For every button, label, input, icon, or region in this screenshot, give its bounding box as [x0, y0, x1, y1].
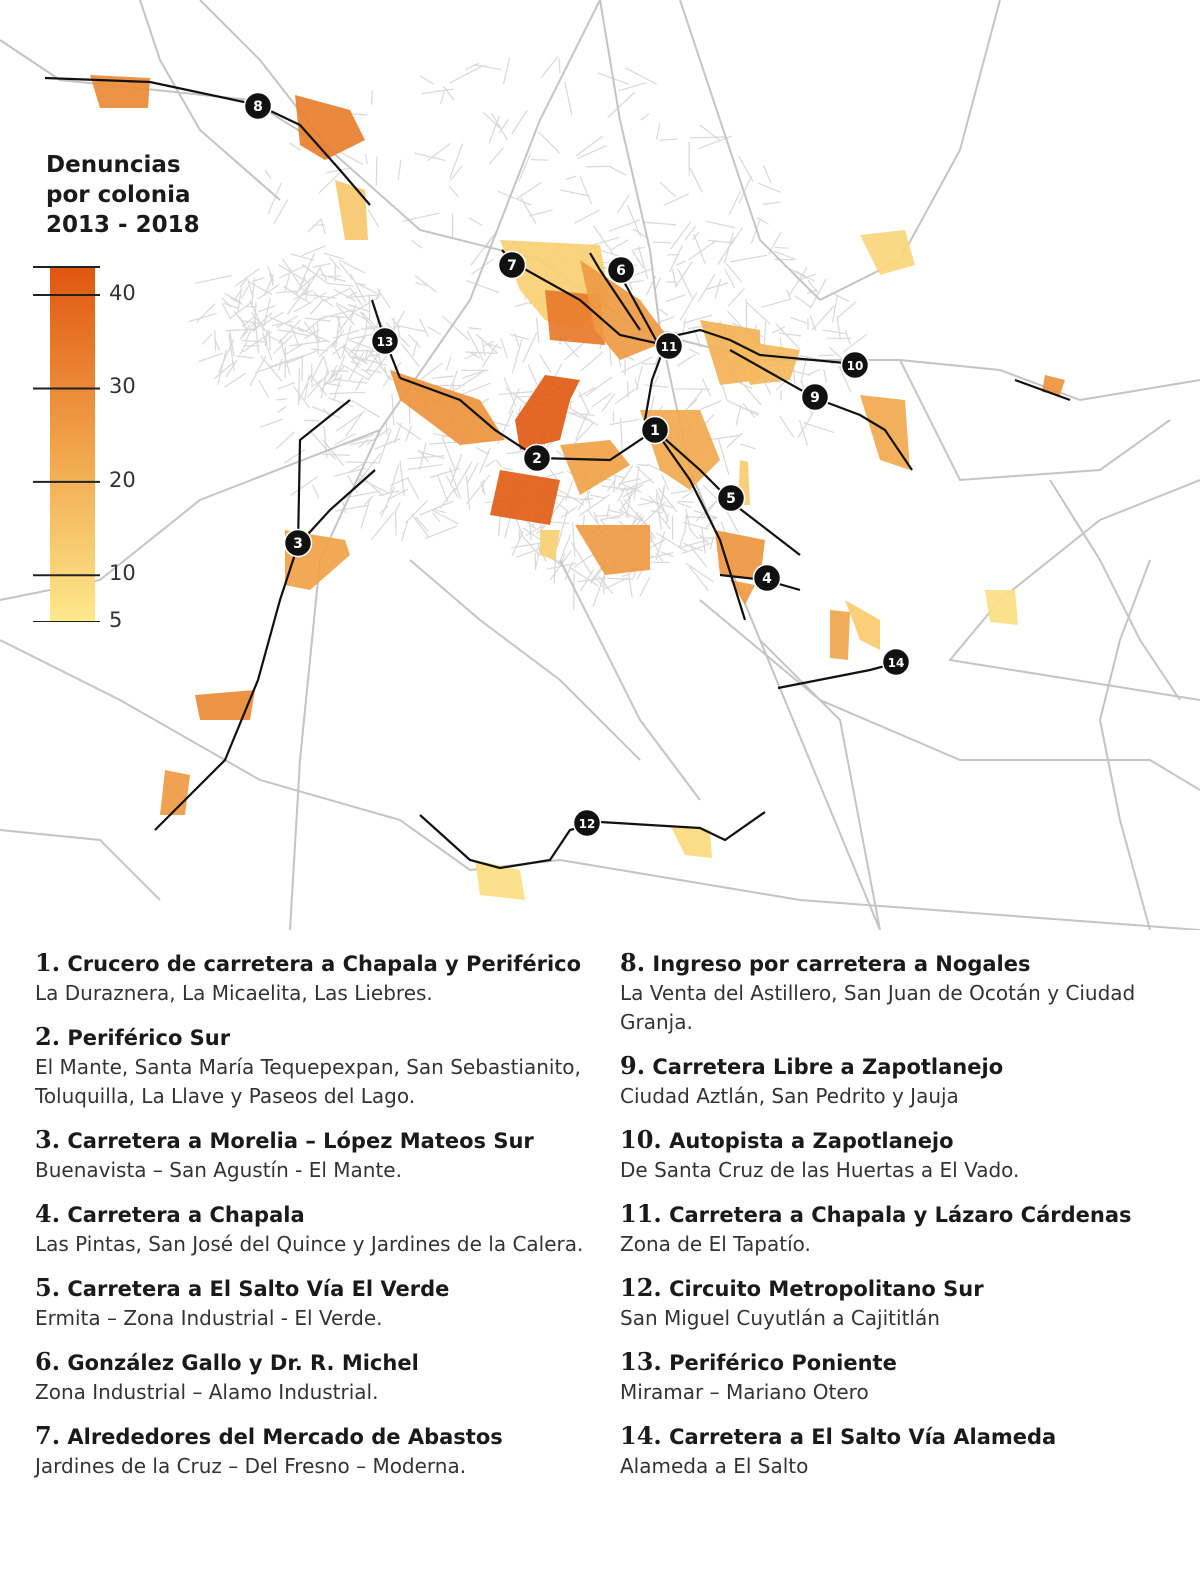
route-marker-label: 14: [887, 656, 905, 670]
entry-title: Circuito Metropolitano Sur: [669, 1277, 984, 1301]
entry-title: Ingreso por carretera a Nogales: [652, 952, 1031, 976]
route-marker-7: [499, 252, 526, 279]
legend-title-line: Denuncias: [46, 152, 181, 178]
entry-description: El Mante, Santa María Tequepexpan, San Sebastianito, Toluquilla, La Llave y Paseos del Lago.: [35, 1055, 581, 1108]
route-marker-14: [883, 649, 910, 676]
route-marker-10: [842, 352, 869, 379]
list-item: [35, 1421, 595, 1481]
route-marker-6: [608, 257, 635, 284]
list-item: [35, 1199, 595, 1259]
entry-description: Jardines de la Cruz – Del Fresno – Moderna.: [35, 1454, 467, 1478]
list-item: [35, 1022, 595, 1111]
list-item: [35, 1273, 595, 1333]
entry-description: Ermita – Zona Industrial - El Verde.: [35, 1306, 383, 1330]
legend-title-line: por colonia: [46, 182, 191, 208]
route-marker-label: 11: [660, 340, 678, 354]
entry-description: Las Pintas, San José del Quince y Jardines de la Calera.: [35, 1232, 584, 1256]
list-item: [620, 1421, 1180, 1481]
route-list-right: [620, 948, 1180, 1495]
legend-title: [46, 150, 200, 240]
entry-description: Miramar – Mariano Otero: [620, 1380, 869, 1404]
route-marker-12: [574, 810, 601, 837]
route-marker-9: [802, 384, 829, 411]
entry-title: Alrededores del Mercado de Abastos: [67, 1425, 503, 1449]
route-marker-label: 8: [253, 99, 263, 115]
entry-number: 11.: [620, 1199, 662, 1228]
route-marker-8: [245, 93, 272, 120]
entry-description: Zona de El Tapatío.: [620, 1232, 811, 1256]
route-marker-5: [718, 485, 745, 512]
list-item: [35, 1347, 595, 1407]
entry-title: Carretera Libre a Zapotlanejo: [652, 1055, 1004, 1079]
colonia-areas: [90, 75, 1065, 900]
route-marker-label: 5: [726, 491, 736, 507]
entry-description: San Miguel Cuyutlán a Cajititlán: [620, 1306, 940, 1330]
route-marker-2: [524, 445, 551, 472]
entry-number: 12.: [620, 1273, 662, 1302]
legend-tick-label: 40: [109, 281, 136, 306]
route-marker-label: 13: [376, 335, 394, 349]
entry-title: Periférico Poniente: [669, 1351, 897, 1375]
entry-title: Autopista a Zapotlanejo: [669, 1129, 954, 1153]
entry-number: 5.: [35, 1273, 61, 1302]
entry-number: 6.: [35, 1347, 61, 1376]
entry-number: 8.: [620, 948, 646, 977]
list-item: [35, 1125, 595, 1185]
route-marker-label: 7: [507, 258, 517, 274]
entry-title: González Gallo y Dr. R. Michel: [67, 1351, 419, 1375]
entry-description: Zona Industrial – Alamo Industrial.: [35, 1380, 379, 1404]
legend-tick-label: 10: [109, 561, 136, 586]
entry-number: 2.: [35, 1022, 61, 1051]
legend-tick-label: 30: [109, 374, 136, 399]
list-item: [620, 948, 1180, 1037]
route-marker-label: 12: [578, 817, 596, 831]
entry-description: De Santa Cruz de las Huertas a El Vado.: [620, 1158, 1020, 1182]
entry-description: Ciudad Aztlán, San Pedrito y Jauja: [620, 1084, 959, 1108]
route-marker-13: [372, 328, 399, 355]
legend-title-line: 2013 - 2018: [46, 212, 200, 238]
entry-description: Buenavista – San Agustín - El Mante.: [35, 1158, 402, 1182]
entry-description: Alameda a El Salto: [620, 1454, 809, 1478]
entry-description: La Duraznera, La Micaelita, Las Liebres.: [35, 981, 433, 1005]
list-item: [620, 1051, 1180, 1111]
entry-number: 3.: [35, 1125, 61, 1154]
route-marker-4: [754, 565, 781, 592]
list-item: [620, 1273, 1180, 1333]
route-list-left: [35, 948, 595, 1495]
entry-title: Periférico Sur: [67, 1026, 231, 1050]
entry-number: 7.: [35, 1421, 61, 1450]
entry-number: 10.: [620, 1125, 662, 1154]
route-marker-label: 10: [846, 359, 864, 373]
route-marker-label: 9: [810, 390, 820, 406]
legend-tick-label: 20: [109, 467, 136, 492]
route-marker-11: [656, 333, 683, 360]
legend-color-bar: [30, 262, 110, 622]
entry-title: Crucero de carretera a Chapala y Periférico: [67, 952, 582, 976]
entry-number: 4.: [35, 1199, 61, 1228]
entry-description: La Venta del Astillero, San Juan de Ocotán y Ciudad Granja.: [620, 981, 1136, 1034]
entry-number: 13.: [620, 1347, 662, 1376]
route-marker-label: 4: [762, 571, 772, 587]
route-marker-3: [285, 530, 312, 557]
entry-number: 14.: [620, 1421, 662, 1450]
entry-title: Carretera a El Salto Vía Alameda: [669, 1425, 1057, 1449]
entry-title: Carretera a Chapala: [67, 1203, 305, 1227]
route-marker-label: 2: [532, 451, 542, 467]
entry-number: 1.: [35, 948, 61, 977]
list-item: [620, 1125, 1180, 1185]
route-marker-1: [642, 417, 669, 444]
entry-title: Carretera a El Salto Vía El Verde: [67, 1277, 450, 1301]
route-marker-label: 6: [616, 263, 626, 279]
route-marker-label: 3: [293, 536, 303, 552]
entry-title: Carretera a Chapala y Lázaro Cárdenas: [669, 1203, 1132, 1227]
legend-tick-label: 5: [109, 608, 123, 632]
list-item: [620, 1199, 1180, 1259]
list-item: [620, 1347, 1180, 1407]
route-marker-label: 1: [650, 423, 660, 439]
entry-title: Carretera a Morelia – López Mateos Sur: [67, 1129, 534, 1153]
entry-number: 9.: [620, 1051, 646, 1080]
list-item: [35, 948, 595, 1008]
